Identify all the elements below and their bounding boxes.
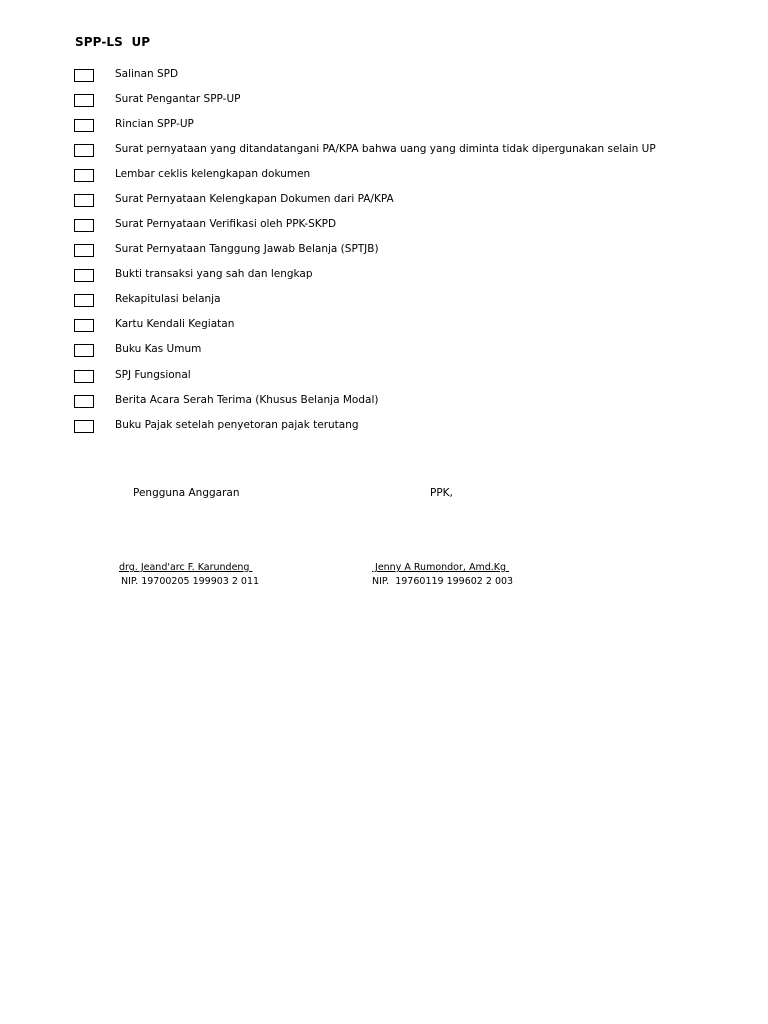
checklist-item [0, 267, 768, 285]
checkbox[interactable] [74, 269, 94, 282]
checklist-item-label: Salinan SPD [115, 68, 179, 80]
signatory-name: drg. Jeand'arc F. Karundeng [119, 562, 253, 573]
checkbox[interactable] [74, 219, 94, 232]
signatory-nip: NIP. 19700205 199903 2 011 [121, 576, 260, 587]
checklist-item-label: Rekapitulasi belanja [115, 293, 221, 305]
checklist-item [0, 342, 768, 360]
checklist-item-label: SPJ Fungsional [115, 369, 191, 381]
checklist-item-label: Buku Kas Umum [115, 343, 202, 355]
checkbox[interactable] [74, 119, 94, 132]
checklist-item [0, 292, 768, 310]
checklist-item [0, 217, 768, 235]
checklist-item-label: Surat Pernyataan Verifikasi oleh PPK-SKPD [115, 218, 337, 230]
checklist-item [0, 192, 768, 210]
signatory-name: Jenny A Rumondor, Amd.Kg [372, 562, 510, 573]
checklist-item [0, 242, 768, 260]
checkbox[interactable] [74, 69, 94, 82]
checklist-item [0, 418, 768, 436]
checklist-item [0, 368, 768, 386]
checklist-item-label: Lembar ceklis kelengkapan dokumen [115, 168, 311, 180]
checkbox[interactable] [74, 344, 94, 357]
checkbox[interactable] [74, 294, 94, 307]
checklist-item-label: Berita Acara Serah Terima (Khusus Belanja Modal) [115, 394, 379, 406]
checkbox[interactable] [74, 244, 94, 257]
checklist-item-label: Buku Pajak setelah penyetoran pajak terutang [115, 419, 359, 431]
checklist-item-label: Surat pernyataan yang ditandatangani PA/KPA bahwa uang yang diminta tidak dipergunakan selain UP [115, 143, 656, 155]
signatory-nip: NIP. 19760119 199602 2 003 [372, 576, 514, 587]
checklist-item-label: Surat Pernyataan Kelengkapan Dokumen dari PA/KPA [115, 193, 394, 205]
signatory-role: PPK, [430, 487, 453, 499]
checklist-item [0, 67, 768, 85]
checkbox[interactable] [74, 169, 94, 182]
checklist-item-label: Surat Pernyataan Tanggung Jawab Belanja (SPTJB) [115, 243, 379, 255]
checkbox[interactable] [74, 194, 94, 207]
checklist-item [0, 167, 768, 185]
checkbox[interactable] [74, 370, 94, 383]
checkbox[interactable] [74, 94, 94, 107]
checklist-item-label: Bukti transaksi yang sah dan lengkap [115, 268, 313, 280]
checklist-item-label: Rincian SPP-UP [115, 118, 194, 130]
page-title: SPP-LS UP [75, 35, 151, 49]
checklist-item-label: Surat Pengantar SPP-UP [115, 93, 241, 105]
checkbox[interactable] [74, 395, 94, 408]
checkbox[interactable] [74, 319, 94, 332]
checklist-item-label: Kartu Kendali Kegiatan [115, 318, 235, 330]
checklist-item [0, 317, 768, 335]
checklist-item [0, 142, 768, 160]
checkbox[interactable] [74, 144, 94, 157]
checklist-item [0, 393, 768, 411]
checklist-item [0, 92, 768, 110]
checkbox[interactable] [74, 420, 94, 433]
signatory-role: Pengguna Anggaran [133, 487, 240, 499]
checklist-item [0, 117, 768, 135]
